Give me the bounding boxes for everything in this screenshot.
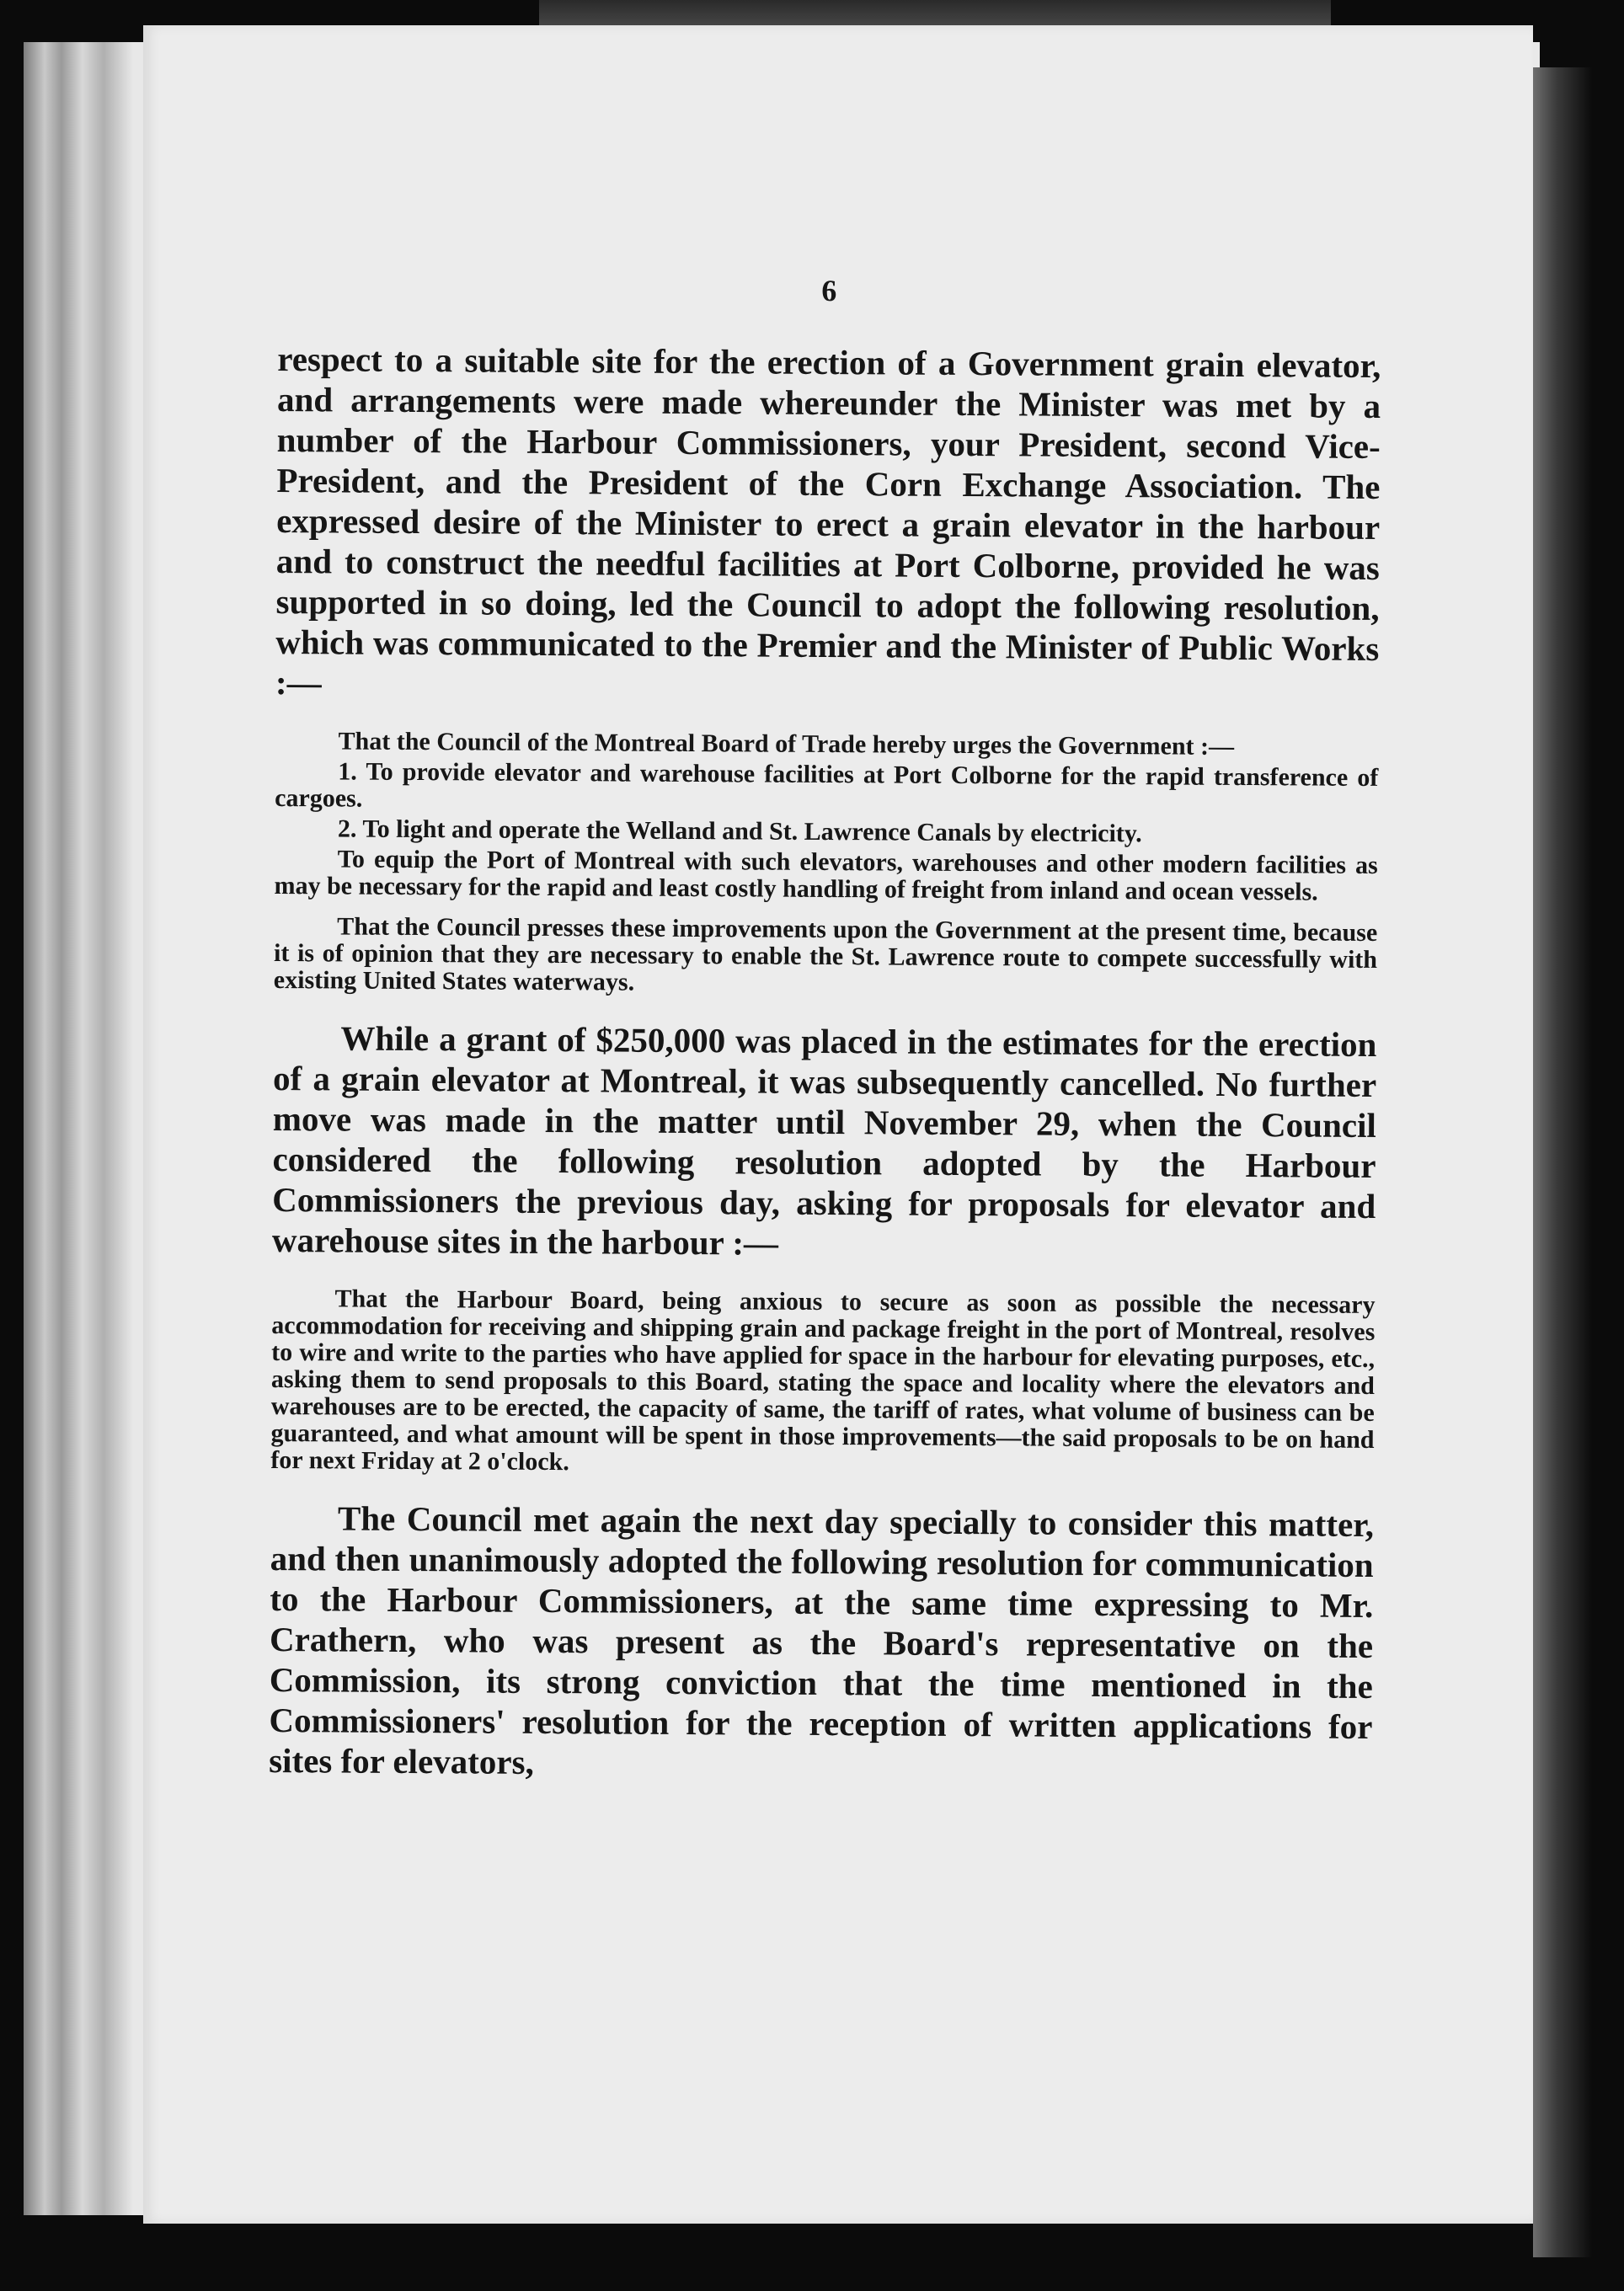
binding-shadow bbox=[1533, 67, 1592, 2257]
resolution-item: 1. To provide elevator and warehouse facilities at Port Colborne for the rapid transference of cargoes. bbox=[275, 757, 1379, 813]
resolution-intro: That the Council of the Montreal Board of Trade hereby urges the Government :— bbox=[338, 727, 1235, 761]
resolution-item: To equip the Port of Montreal with such elevators, warehouses and other modern facilities as may be necessary for the rapid and least costly handling of freight from inland and ocean vessels. bbox=[274, 845, 1378, 906]
page-text bbox=[269, 270, 1381, 1787]
harbour-board-resolution bbox=[270, 1285, 1375, 1481]
resolution-text: That the Harbour Board, being anxious to secure as soon as possible the necessary accommodation for receiving and shipping grain and package freight in the port of Montreal, resolves to wire and write to the parties who have applied for space in the harbour for elevating purposes, etc., asking them to send proposals to this Board, stating the space and locality where the elevators and warehouses are to be erected, the capacity of same, the tariff of rates, what volume of business can be guaranteed, and what amount will be spent in those improvements—the said proposals to be on hand for next Friday at 2 o'clock. bbox=[270, 1284, 1376, 1477]
body-paragraph: respect to a suitable site for the erection of a Government grain elevator, and arrangements were made whereunder the Minister was met by a number of the Harbour Commissioners, your President, second Vice-President, and the President of the Corn Exchange Association. The expressed desire of the Minister to erect a grain elevator in the harbour and to construct the needful facilities at Port Colborne, provided he was supported in so doing, led the Council to adopt the following resolution, which was communicated to the Premier and the Minister of Public Works :— bbox=[275, 339, 1381, 702]
page-number: 6 bbox=[821, 273, 838, 308]
resolution-item: 2. To light and operate the Welland and St. Lawrence Canals by electricity. bbox=[337, 814, 1142, 848]
body-paragraph: While a grant of $250,000 was placed in the estimates for the erection of a grain elevator at Montreal, it was subsequently cancelled. No further move was made in the matter until November 29, when the Council considered the following resolution adopted by the Harbour Commissioners the previous day, asking for proposals for elevator and warehouse sites in the harbour :— bbox=[271, 1018, 1377, 1263]
council-resolution bbox=[274, 728, 1379, 1001]
body-paragraph: The Council met again the next day specially to consider this matter, and then unanimously adopted the following resolution for communication to the Harbour Commissioners, at the same time expressing to Mr. Crathern, who was present as the Board's representative on the Commission, its strong conviction that the time mentioned in the Commissioners' resolution for the reception of written applications for sites for elevators, bbox=[269, 1498, 1375, 1781]
resolution-close: That the Council presses these improvements upon the Government at the present time, because it is of opinion that they are necessary to enable the St. Lawrence route to compete successfully with existing United States waterways. bbox=[273, 912, 1378, 996]
